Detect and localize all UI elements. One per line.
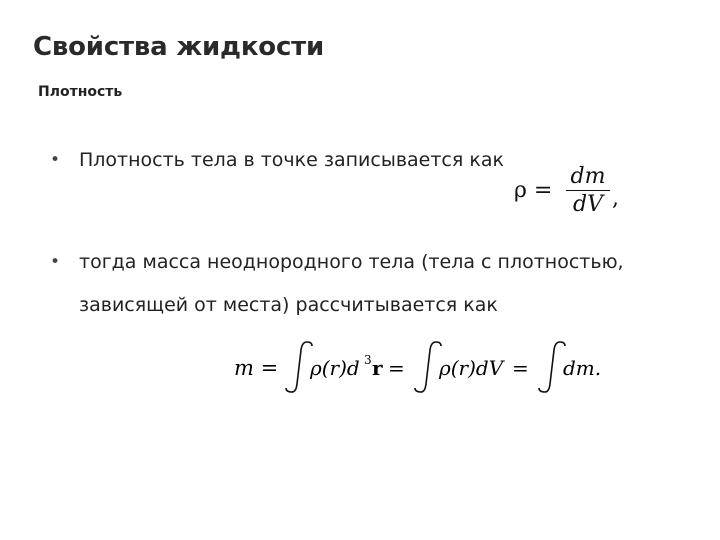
density-trailing-comma: , <box>612 186 619 211</box>
integrand-3: dm. <box>563 356 602 380</box>
integral-sign-2 <box>415 342 441 392</box>
bullet-marker: • <box>50 150 61 170</box>
density-numerator: dm <box>570 164 606 189</box>
bullet-text-line1: тогда масса неоднородного тела (тела с плотностью, <box>79 251 624 273</box>
integrand-1: ρ(r)d <box>310 356 360 380</box>
integrand-1-superscript: 3 <box>364 353 372 367</box>
density-fraction <box>566 164 610 219</box>
equals-3: = <box>512 356 529 380</box>
mass-lhs: m = <box>234 356 279 380</box>
mass-formula <box>230 338 610 398</box>
equals-2: = <box>388 356 405 380</box>
bullet-item-mass <box>50 241 670 327</box>
density-denominator: dV <box>566 190 610 219</box>
density-formula <box>514 164 624 226</box>
bullet-text-line2: зависящей от места) рассчитывается как <box>79 294 498 316</box>
integral-sign-3 <box>539 342 565 392</box>
integral-sign-1 <box>286 342 312 392</box>
bullet-text: Плотность тела в точке записывается как <box>79 149 504 171</box>
integrand-2: ρ(r)dV <box>439 356 504 380</box>
integrand-1-vector: r <box>372 356 383 380</box>
bullet-marker: • <box>50 252 61 272</box>
slide-subtitle: Плотность <box>38 84 123 100</box>
slide-title: Свойства жидкости <box>33 32 325 62</box>
density-lhs: ρ = <box>514 178 553 203</box>
bullet-item-density <box>50 139 504 182</box>
